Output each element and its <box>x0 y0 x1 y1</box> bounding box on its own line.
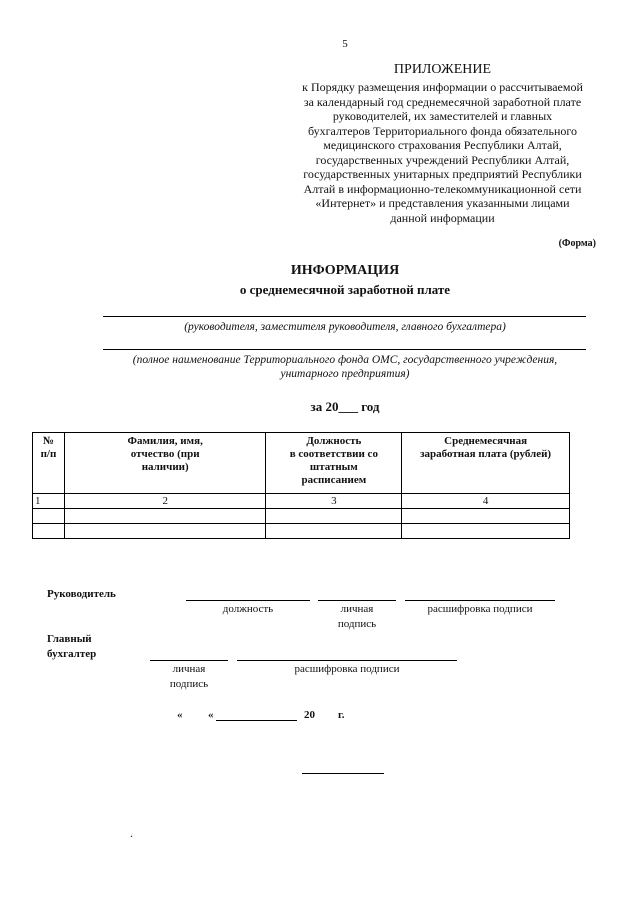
chief-decoding-caption: расшифровка подписи <box>294 663 400 675</box>
table-header-row <box>33 433 570 494</box>
footer-line <box>302 773 384 774</box>
appendix-text <box>285 80 600 225</box>
chief-signature-caption: личная подпись <box>169 663 209 690</box>
footer-dot: . <box>130 826 133 840</box>
header-full-name: Фамилия, имя, отчество (при наличии) <box>64 433 266 494</box>
form-label: (Форма) <box>558 238 596 249</box>
appendix-line: к Порядку размещения информации о рассчитываемой <box>302 80 583 94</box>
organization-fill-line[interactable] <box>103 349 586 350</box>
director-signature-line[interactable] <box>318 600 396 601</box>
appendix-line: государственных учреждений Республики Алтай, <box>315 152 570 167</box>
appendix-line: медицинского страхования Республики Алтай, <box>323 138 562 152</box>
organization-caption <box>60 353 630 381</box>
table-cell: 4 <box>402 494 570 509</box>
header-position: Должность в соответствии со штатным расписанием <box>266 433 402 494</box>
year-label: за 20___ год <box>310 399 380 414</box>
organization-caption-line: (полное наименование Территориального фонда ОМС, государственного учреждения, <box>132 354 558 366</box>
table-cell: 2 <box>64 494 266 509</box>
table-cell[interactable] <box>402 524 570 539</box>
salary-table <box>32 432 570 539</box>
director-position-line[interactable] <box>186 600 310 601</box>
appendix-line: «Интернет» и представления указанными лицами <box>315 196 570 210</box>
chief-decoding-line[interactable] <box>237 660 457 661</box>
appendix-line: за календарный год среднемесячной заработной плате <box>303 94 582 109</box>
table-cell[interactable] <box>33 509 65 524</box>
date-suffix: г. <box>338 709 345 721</box>
table-cell[interactable] <box>402 509 570 524</box>
director-position-caption: должность <box>222 603 274 615</box>
director-signature-caption: личная подпись <box>337 603 377 630</box>
table-cell[interactable] <box>266 509 402 524</box>
table-cell[interactable] <box>64 509 266 524</box>
appendix-title: ПРИЛОЖЕНИЕ <box>393 62 492 77</box>
director-decoding-line[interactable] <box>405 600 555 601</box>
date-year: 20 <box>304 709 315 721</box>
position-caption: (руководителя, заместителя руководителя, главного бухгалтера) <box>184 321 506 333</box>
position-fill-line[interactable] <box>103 316 586 317</box>
director-decoding-caption: расшифровка подписи <box>427 603 533 615</box>
director-label: Руководитель <box>47 588 116 600</box>
date-month-line[interactable] <box>216 720 297 721</box>
date-quote-close: « <box>208 709 214 721</box>
appendix-line: бухгалтеров Территориального фонда обязательного <box>307 123 578 138</box>
appendix-line: государственных унитарных предприятий Республики <box>303 167 582 181</box>
chief-signature-line[interactable] <box>150 660 228 661</box>
table-numbers-row <box>33 494 570 509</box>
table-row[interactable] <box>33 509 570 524</box>
header-average-salary: Среднемесячная заработная плата (рублей) <box>402 433 570 494</box>
header-number: № п/п <box>33 433 65 494</box>
table-cell[interactable] <box>64 524 266 539</box>
table-row[interactable] <box>33 524 570 539</box>
table-cell: 3 <box>266 494 402 509</box>
appendix-line: руководителей, их заместителей и главных <box>332 109 553 123</box>
organization-caption-line: унитарного предприятия) <box>280 368 410 380</box>
page-number: 5 <box>342 38 348 50</box>
appendix-line: данной информации <box>390 210 495 225</box>
document-subtitle: о среднемесячной заработной плате <box>239 282 451 297</box>
table-cell[interactable] <box>33 524 65 539</box>
appendix-line: Алтай в информационно-телекоммуникационной сети <box>303 181 582 196</box>
document-title: ИНФОРМАЦИЯ <box>290 263 400 278</box>
table-cell[interactable] <box>266 524 402 539</box>
date-quote-open: « <box>177 709 183 721</box>
chief-accountant-label: Главный бухгалтер <box>47 633 97 660</box>
table-cell: 1 <box>33 494 65 509</box>
